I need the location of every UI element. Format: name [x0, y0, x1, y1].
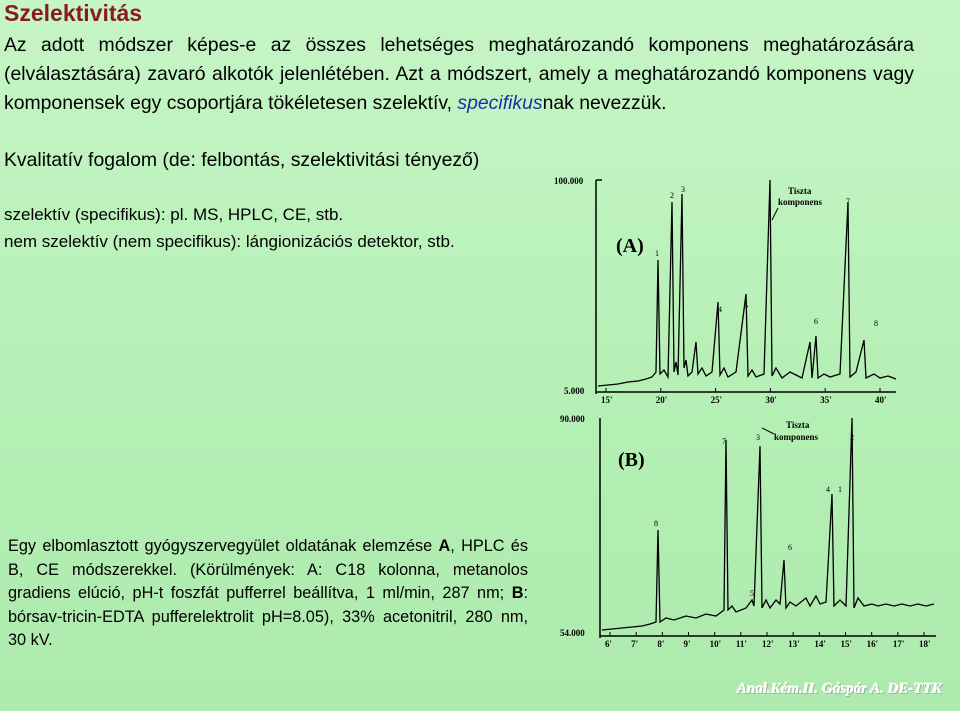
- chrom-b-tick-label: 17': [892, 639, 905, 649]
- caption-text-2: , HPLC és B, CE módszerekkel. (Körülmények: A: C18 kolonna, metanolos gradiens elúció, pH-t foszfát pufferrel beállítva, 1 ml/min, 287 nm;: [8, 537, 528, 602]
- chrom-b-y-bottom: 54.000: [560, 628, 585, 638]
- nonselective-line: nem szelektív (nem specifikus): lángionizációs detektor, stb.: [4, 232, 455, 251]
- selective-line: szelektív (specifikus): pl. MS, HPLC, CE, stb.: [4, 205, 344, 224]
- chrom-b-panel-label: (B): [618, 449, 645, 471]
- chrom-a-tick-label: 30': [765, 395, 777, 405]
- chrom-b-tick-label: 7': [631, 639, 639, 649]
- chrom-a-peak-3: 3: [681, 185, 685, 194]
- chrom-b-tick-label: 8': [657, 639, 665, 649]
- chrom-b-y-top: 90.000: [560, 414, 585, 424]
- chrom-a-annotation-arrow: [772, 208, 778, 220]
- chrom-b-tick-label: 6': [605, 639, 613, 649]
- chrom-a-peak-7: 7: [846, 197, 850, 206]
- chrom-b-annotation-arrow: [762, 428, 774, 434]
- chrom-a-y-bottom: 5.000: [564, 386, 585, 396]
- chromatogram-a: [540, 172, 900, 412]
- chrom-a-tick-label: 20': [655, 395, 668, 405]
- chrom-b-tick-label: 13': [788, 639, 800, 649]
- chrom-a-peak-1: 1: [655, 249, 659, 258]
- chrom-a-peak-2: 2: [670, 191, 674, 200]
- caption-text-3: : bórsav-tricin-EDTA pufferelektrolit pH=8.05), 33% acetonitril, 280 nm, 30 kV.: [8, 584, 528, 649]
- definition-paragraph: [4, 31, 914, 118]
- chrom-b-tick-label: 10': [709, 639, 722, 649]
- definition-text-end: nak nevezzük.: [542, 92, 667, 114]
- chrom-a-peak-6: 6: [814, 317, 818, 326]
- chrom-a-tick-label: 35': [820, 395, 832, 405]
- chrom-b-tick-label: 15': [840, 639, 853, 649]
- chrom-a-panel-label: (A): [616, 235, 644, 257]
- chrom-a-annotation-line2: komponens: [778, 197, 823, 207]
- chrom-a-tick-label: 25': [710, 395, 723, 405]
- chrom-b-peak-3: 3: [756, 433, 760, 442]
- chrom-b-peak-7: 7: [722, 437, 726, 446]
- chrom-b-trace: [602, 418, 934, 630]
- qualitative-line: Kvalitatív fogalom (de: felbontás, szelektivitási tényező): [4, 149, 480, 171]
- chrom-a-trace: [598, 180, 896, 386]
- caption-text-1: Egy elbomlasztott gyógyszervegyület oldatának elemzése: [8, 537, 439, 555]
- chrom-b-tick-label: 12': [762, 639, 774, 649]
- figure-caption: [8, 535, 528, 653]
- chrom-a-x-ticks: [601, 388, 887, 405]
- chrom-b-annotation-line2: komponens: [774, 432, 819, 442]
- footer-credit: Anal.Kém.II. Gáspár A. DE-TTK: [737, 681, 942, 697]
- chrom-b-tick-label: 9': [683, 639, 691, 649]
- chrom-b-tick-label: 16': [866, 639, 879, 649]
- chrom-b-peak-2: 2: [850, 433, 854, 442]
- chrom-a-peak-5: 5: [744, 301, 748, 310]
- caption-bold-b: B: [511, 584, 524, 602]
- definition-text: Az adott módszer képes-e az összes lehetséges meghatározandó komponens meghatározására (elválasztására) zavaró alkotók jelenlétében. Azt a módszert, amely a meghatározandó komponens vagy komponensek egy csoportjára tökéletesen szelektív,: [4, 34, 914, 114]
- specific-term: specifikus: [457, 92, 543, 114]
- chrom-b-peak-1: 1: [838, 485, 842, 494]
- chrom-a-peak-8: 8: [874, 319, 878, 328]
- chrom-b-tick-label: 18': [919, 639, 931, 649]
- chrom-b-peak-8: 8: [654, 519, 658, 528]
- chrom-a-tick-label: 15': [601, 395, 613, 405]
- chrom-a-annotation-line1: Tiszta: [788, 186, 812, 196]
- chromatogram-b: [540, 410, 940, 654]
- chrom-b-x-ticks: [605, 632, 931, 649]
- chrom-a-tick-label: 40': [875, 395, 887, 405]
- chrom-b-tick-label: 14': [814, 639, 826, 649]
- slide-title: Szelektivitás: [4, 0, 143, 26]
- chrom-a-y-top: 100.000: [554, 176, 584, 186]
- chrom-b-peak-4: 4: [826, 485, 830, 494]
- chrom-b-tick-label: 11': [735, 639, 747, 649]
- chrom-b-peak-5: 5: [750, 589, 754, 598]
- chrom-b-peak-6: 6: [788, 543, 792, 552]
- chrom-a-peak-4: 4: [718, 305, 722, 314]
- chrom-b-annotation-line1: Tiszta: [786, 420, 810, 430]
- caption-bold-a: A: [438, 537, 451, 555]
